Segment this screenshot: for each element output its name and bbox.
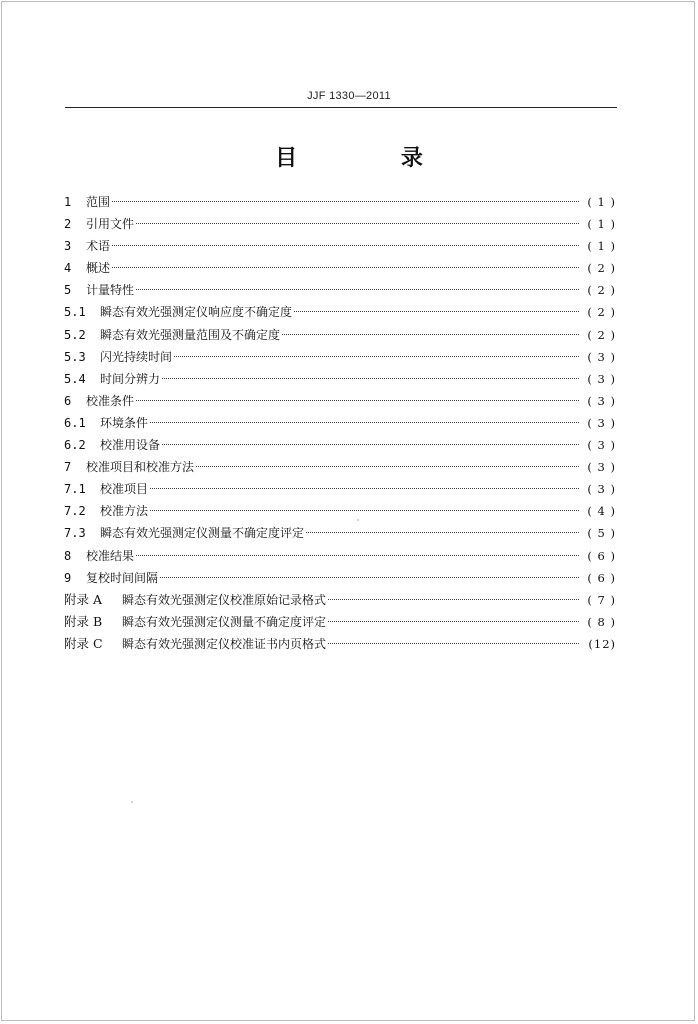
toc-entry-page: ( 3 ) xyxy=(587,460,616,475)
toc-entry-number: 3 xyxy=(64,239,72,254)
toc-entry-page: ( 1 ) xyxy=(587,195,616,209)
toc-appendix-entry[interactable] xyxy=(64,633,616,655)
toc-entry-page: ( 3 ) xyxy=(587,371,616,386)
toc-entry-title: 时间分辨力 xyxy=(100,371,161,386)
toc-entry[interactable] xyxy=(64,368,616,390)
toc-entry[interactable] xyxy=(64,434,616,456)
toc-entry-title: 瞬态有效光强测定仪校准原始记录格式 xyxy=(122,592,327,607)
toc-entry-number: 6 xyxy=(64,393,72,408)
scan-speck xyxy=(357,519,359,521)
dot-leader xyxy=(162,444,579,445)
dot-leader xyxy=(328,621,579,622)
dot-leader xyxy=(136,223,579,224)
toc-entry[interactable] xyxy=(64,412,616,434)
toc-entry-title: 校准用设备 xyxy=(100,438,161,453)
toc-entry-number: 7.1 xyxy=(64,482,86,497)
header-rule xyxy=(65,107,617,108)
toc-entry-page: ( 6 ) xyxy=(587,548,616,563)
toc-entry-title: 校准结果 xyxy=(86,548,135,563)
toc-entry-page: ( 3 ) xyxy=(587,438,616,453)
toc-entry-title: 校准条件 xyxy=(86,393,135,408)
toc-entry-page: ( 3 ) xyxy=(587,415,616,430)
toc-entry-page: ( 4 ) xyxy=(587,504,616,519)
dot-leader xyxy=(174,356,579,357)
toc-entry-number: 7.3 xyxy=(64,526,86,541)
toc-entry-title: 校准项目 xyxy=(100,482,149,497)
dot-leader xyxy=(196,466,579,467)
toc-entry-title: 复校时间间隔 xyxy=(86,570,159,585)
dot-leader xyxy=(112,245,579,246)
toc-entry[interactable] xyxy=(64,191,616,213)
toc-entry-page: ( 2 ) xyxy=(587,283,616,298)
dot-leader xyxy=(282,334,579,335)
dot-leader xyxy=(150,510,579,511)
dot-leader xyxy=(150,488,579,489)
dot-leader xyxy=(136,555,579,556)
toc-entry-number: 附录 C xyxy=(64,635,103,651)
toc-entry-title: 环境条件 xyxy=(100,415,149,430)
toc-entry[interactable] xyxy=(64,235,616,257)
toc-entry[interactable] xyxy=(64,456,616,478)
toc-entry[interactable] xyxy=(64,545,616,567)
dot-leader xyxy=(306,532,579,533)
document-code: JJF 1330—2011 xyxy=(307,90,391,102)
toc-entry-title: 引用文件 xyxy=(86,217,135,232)
dot-leader xyxy=(160,577,579,578)
toc-entry-page: ( 1 ) xyxy=(587,217,616,232)
toc-entry[interactable] xyxy=(64,324,616,346)
toc-entry-number: 6.1 xyxy=(64,415,86,430)
toc-entry-page: ( 2 ) xyxy=(587,261,616,276)
toc-entry-page: ( 1 ) xyxy=(587,239,616,254)
table-of-contents xyxy=(64,191,616,655)
toc-entry-number: 附录 A xyxy=(64,591,103,607)
toc-entry-title: 范围 xyxy=(86,195,111,209)
toc-entry-number: 5.4 xyxy=(64,371,86,386)
toc-entry-title: 闪光持续时间 xyxy=(100,349,173,364)
toc-entry-number: 4 xyxy=(64,261,72,276)
toc-entry[interactable] xyxy=(64,346,616,368)
toc-entry-page: ( 7 ) xyxy=(587,592,616,607)
toc-entry[interactable] xyxy=(64,257,616,279)
toc-entry[interactable] xyxy=(64,301,616,323)
toc-entry-number: 7 xyxy=(64,460,72,475)
toc-entry-page: (12) xyxy=(588,636,616,651)
toc-entry-page: ( 5 ) xyxy=(587,526,616,541)
toc-entry[interactable] xyxy=(64,390,616,412)
toc-entry-title: 瞬态有效光强测量范围及不确定度 xyxy=(100,327,281,342)
toc-entry-number: 8 xyxy=(64,548,72,563)
dot-leader xyxy=(112,201,579,202)
toc-entry-title: 瞬态有效光强测定仪校准证书内页格式 xyxy=(122,636,327,651)
toc-entry[interactable] xyxy=(64,567,616,589)
toc-entry[interactable] xyxy=(64,213,616,235)
toc-entry-number: 5 xyxy=(64,283,72,298)
toc-entry-title: 概述 xyxy=(86,261,111,276)
toc-entry-title: 瞬态有效光强测定仪响应度不确定度 xyxy=(100,305,293,320)
toc-entry-number: 附录 B xyxy=(64,613,103,629)
toc-entry-number: 5.3 xyxy=(64,349,86,364)
toc-entry-title: 瞬态有效光强测定仪测量不确定度评定 xyxy=(100,526,305,541)
dot-leader xyxy=(150,422,579,423)
scan-speck xyxy=(131,801,133,803)
dot-leader xyxy=(136,400,579,401)
toc-entry[interactable] xyxy=(64,500,616,522)
toc-entry-page: ( 2 ) xyxy=(587,305,616,320)
toc-entry-number: 7.2 xyxy=(64,504,86,519)
dot-leader xyxy=(328,599,579,600)
toc-appendix-entry[interactable] xyxy=(64,589,616,611)
toc-entry-title: 校准项目和校准方法 xyxy=(86,460,195,475)
toc-appendix-entry[interactable] xyxy=(64,611,616,633)
toc-entry-number: 6.2 xyxy=(64,438,86,453)
toc-entry-page: ( 3 ) xyxy=(587,482,616,497)
toc-entry-number: 5.2 xyxy=(64,327,86,342)
toc-entry-title: 术语 xyxy=(86,239,111,254)
toc-entry-page: ( 2 ) xyxy=(587,327,616,342)
toc-entry-page: ( 6 ) xyxy=(587,570,616,585)
dot-leader xyxy=(112,267,579,268)
toc-title: 目 录 xyxy=(275,146,471,171)
toc-entry-page: ( 3 ) xyxy=(587,349,616,364)
toc-entry-number: 2 xyxy=(64,217,72,232)
toc-entry-title: 计量特性 xyxy=(86,283,135,298)
toc-entry[interactable] xyxy=(64,522,616,544)
toc-entry-number: 5.1 xyxy=(64,305,86,320)
dot-leader xyxy=(136,289,579,290)
toc-entry-title: 校准方法 xyxy=(100,504,149,519)
toc-entry[interactable] xyxy=(64,478,616,500)
dot-leader xyxy=(162,378,579,379)
toc-entry-number: 1 xyxy=(64,195,72,209)
dot-leader xyxy=(294,311,579,312)
toc-entry-number: 9 xyxy=(64,570,72,585)
toc-entry-page: ( 8 ) xyxy=(587,614,616,629)
toc-entry[interactable] xyxy=(64,279,616,301)
dot-leader xyxy=(328,643,579,644)
toc-entry-title: 瞬态有效光强测定仪测量不确定度评定 xyxy=(122,614,327,629)
toc-entry-page: ( 3 ) xyxy=(587,393,616,408)
